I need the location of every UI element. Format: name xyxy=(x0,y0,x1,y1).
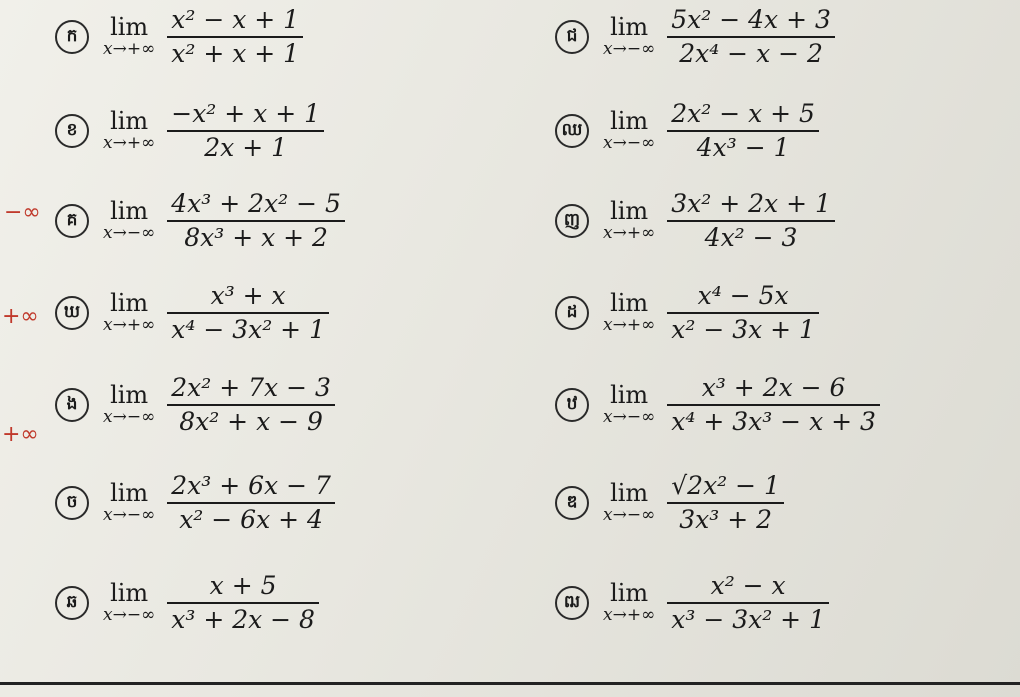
problem-right-4 xyxy=(555,280,819,346)
fraction xyxy=(167,4,303,70)
numerator: 4x³ + 2x² − 5 xyxy=(171,189,341,218)
numerator: x³ + 2x − 6 xyxy=(701,373,846,402)
problem-marker: ឌ xyxy=(555,486,589,520)
denominator: x⁴ − 3x² + 1 xyxy=(171,315,325,344)
fraction xyxy=(667,570,829,636)
problem-marker: ញ xyxy=(555,204,589,238)
numerator: x² − x xyxy=(710,571,786,600)
denominator: 2x⁴ − x − 2 xyxy=(679,39,823,68)
numerator: 3x² + 2x + 1 xyxy=(671,189,831,218)
fraction xyxy=(667,188,835,254)
limit-subscript: x→−∞ xyxy=(103,505,156,525)
lim-word: lim xyxy=(110,289,149,317)
denominator: 4x² − 3 xyxy=(704,223,798,252)
limit-operator xyxy=(603,15,655,59)
lim-word: lim xyxy=(610,289,649,317)
numerator: x⁴ − 5x xyxy=(697,281,789,310)
denominator: x⁴ + 3x³ − x + 3 xyxy=(671,407,876,436)
limit-subscript: x→+∞ xyxy=(103,133,156,153)
limit-operator xyxy=(103,481,155,525)
denominator: x² − 3x + 1 xyxy=(671,315,815,344)
limit-operator xyxy=(103,15,155,59)
denominator: x² + x + 1 xyxy=(171,39,300,68)
limit-operator xyxy=(103,291,155,335)
problem-right-6 xyxy=(555,470,784,536)
problem-marker: ខ xyxy=(55,114,89,148)
denominator: 3x³ + 2 xyxy=(679,505,772,534)
problem-marker: ឆ xyxy=(55,586,89,620)
limit-operator xyxy=(603,383,655,427)
problem-right-1 xyxy=(555,4,835,70)
denominator: 2x + 1 xyxy=(204,133,288,162)
limit-operator xyxy=(603,581,655,625)
lim-word: lim xyxy=(110,13,149,41)
problem-right-2 xyxy=(555,98,819,164)
numerator: 2x³ + 6x − 7 xyxy=(171,471,331,500)
problem-left-5 xyxy=(55,372,335,438)
problem-left-1 xyxy=(55,4,303,70)
limit-subscript: x→−∞ xyxy=(103,407,156,427)
problem-marker: ឃ xyxy=(55,296,89,330)
problem-marker: ឈ xyxy=(555,114,589,148)
lim-word: lim xyxy=(110,197,149,225)
problem-left-7 xyxy=(55,570,319,636)
numerator: −x² + x + 1 xyxy=(171,99,321,128)
lim-word: lim xyxy=(110,479,149,507)
denominator: x³ + 2x − 8 xyxy=(171,605,315,634)
denominator: 8x² + x − 9 xyxy=(179,407,323,436)
lim-word: lim xyxy=(110,381,149,409)
limit-subscript: x→−∞ xyxy=(103,223,156,243)
fraction xyxy=(667,372,880,438)
fraction xyxy=(667,98,819,164)
problem-marker: ឍ xyxy=(555,586,589,620)
limit-subscript: x→+∞ xyxy=(603,223,656,243)
problem-right-7 xyxy=(555,570,829,636)
limit-operator xyxy=(603,481,655,525)
denominator: x³ − 3x² + 1 xyxy=(671,605,825,634)
numerator: x + 5 xyxy=(209,571,277,600)
limit-operator xyxy=(603,291,655,335)
lim-word: lim xyxy=(610,579,649,607)
handwritten-answer: +∞ xyxy=(2,304,39,329)
fraction xyxy=(167,470,335,536)
limit-operator xyxy=(103,383,155,427)
problem-left-4 xyxy=(55,280,329,346)
numerator: 2x² + 7x − 3 xyxy=(171,373,331,402)
limit-subscript: x→+∞ xyxy=(103,315,156,335)
denominator: 4x³ − 1 xyxy=(696,133,790,162)
fraction xyxy=(167,280,329,346)
problem-right-3 xyxy=(555,188,835,254)
lim-word: lim xyxy=(110,579,149,607)
limit-subscript: x→−∞ xyxy=(603,505,656,525)
problem-marker: ក xyxy=(55,20,89,54)
limit-subscript: x→+∞ xyxy=(603,315,656,335)
fraction xyxy=(167,372,335,438)
limit-operator xyxy=(103,581,155,625)
numerator: x² − x + 1 xyxy=(171,5,300,34)
problem-left-2 xyxy=(55,98,324,164)
problem-marker: ដ xyxy=(555,296,589,330)
fraction xyxy=(667,4,835,70)
problem-marker: គ xyxy=(55,204,89,238)
handwritten-answer: −∞ xyxy=(4,200,41,225)
numerator: 5x² − 4x + 3 xyxy=(671,5,831,34)
handwritten-answer: +∞ xyxy=(2,422,39,447)
lim-word: lim xyxy=(610,107,649,135)
fraction xyxy=(667,470,784,536)
problem-left-3 xyxy=(55,188,345,254)
lim-word: lim xyxy=(110,107,149,135)
lim-word: lim xyxy=(610,479,649,507)
problem-left-6 xyxy=(55,470,335,536)
lim-word: lim xyxy=(610,13,649,41)
problem-marker: ង xyxy=(55,388,89,422)
fraction xyxy=(167,570,319,636)
limit-operator xyxy=(603,199,655,243)
denominator: x² − 6x + 4 xyxy=(179,505,323,534)
fraction xyxy=(167,188,345,254)
numerator: x³ + x xyxy=(210,281,286,310)
numerator: √2x² − 1 xyxy=(671,471,780,500)
numerator: 2x² − x + 5 xyxy=(671,99,815,128)
lim-word: lim xyxy=(610,197,649,225)
limit-subscript: x→+∞ xyxy=(103,39,156,59)
problem-marker: ច xyxy=(55,486,89,520)
limit-subscript: x→−∞ xyxy=(603,407,656,427)
denominator: 8x³ + x + 2 xyxy=(184,223,328,252)
limit-subscript: x→−∞ xyxy=(103,605,156,625)
limit-subscript: x→+∞ xyxy=(603,605,656,625)
fraction xyxy=(667,280,819,346)
limit-subscript: x→−∞ xyxy=(603,39,656,59)
limit-operator xyxy=(103,109,155,153)
page-bottom-rule xyxy=(0,682,1020,685)
problem-marker: ឋ xyxy=(555,388,589,422)
limit-operator xyxy=(103,199,155,243)
fraction xyxy=(167,98,324,164)
lim-word: lim xyxy=(610,381,649,409)
limit-operator xyxy=(603,109,655,153)
problem-marker: ជ xyxy=(555,20,589,54)
limit-subscript: x→−∞ xyxy=(603,133,656,153)
problem-right-5 xyxy=(555,372,880,438)
